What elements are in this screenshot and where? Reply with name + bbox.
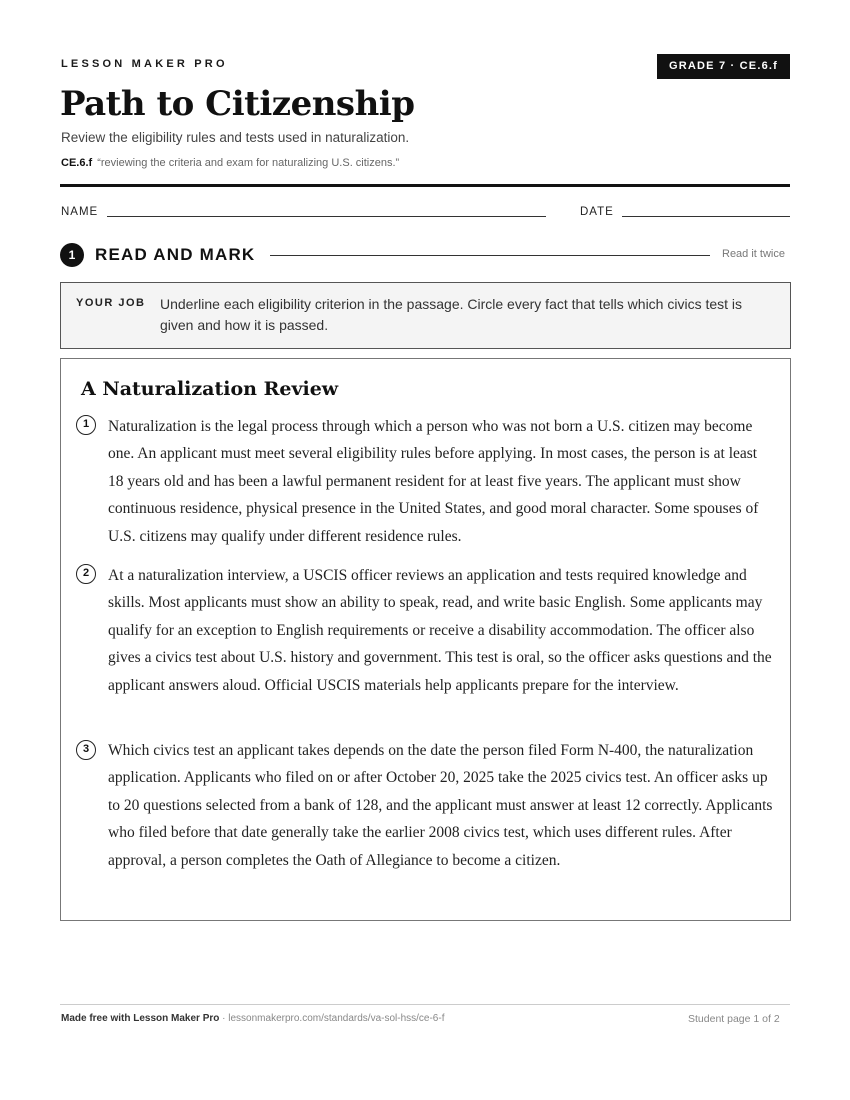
footer-page-number: Student page 1 of 2 xyxy=(688,1013,780,1025)
your-job-label: YOUR JOB xyxy=(76,297,146,309)
passage-title: A Naturalization Review xyxy=(81,378,339,400)
passage-paragraph: At a naturalization interview, a USCIS officer reviews an application and tests required knowledge and skills. Most applicants must show an ability to speak, read, and write basic English. Some applicants may qualify for an exception to English requirements or receive a disability accommodation. The officer also gives a civics test about U.S. history and government. This test is oral, so the officer asks questions and the applicant answers aloud. Official USCIS materials help applicants prepare for the interview. xyxy=(108,567,772,694)
footer-credit xyxy=(61,1013,444,1024)
passage-paragraph: Naturalization is the legal process through which a person who was not born a U.S. citizen may become one. An applicant must meet several eligibility rules before applying. In most cases, the person is at least 18 years old and has been a lawful permanent resident for at least five years. The applicant must show continuous residence, physical presence in the United States, and good moral character. Some spouses of U.S. citizens may qualify under different residence rules. xyxy=(108,418,759,545)
name-field[interactable] xyxy=(107,216,546,217)
page-title: Path to Citizenship xyxy=(60,84,415,124)
section-number-badge: 1 xyxy=(60,243,84,267)
paragraph-number-badge: 1 xyxy=(76,415,96,435)
your-job-text: Underline each eligibility criterion in the passage. Circle every fact that tells which civics test is given and how it is passed. xyxy=(160,296,743,333)
grade-badge: GRADE 7 · CE.6.f xyxy=(657,54,790,79)
footer-divider xyxy=(60,1004,790,1005)
page-subtitle: Review the eligibility rules and tests used in naturalization. xyxy=(61,130,410,145)
footer-url[interactable]: · lessonmakerpro.com/standards/va-sol-hss/ce-6-f xyxy=(219,1013,445,1024)
standard-text: “reviewing the criteria and exam for naturalizing U.S. citizens.” xyxy=(97,157,400,169)
paragraph-number-badge: 3 xyxy=(76,740,96,760)
section-divider xyxy=(270,255,710,256)
standard-line xyxy=(61,157,399,169)
name-label: NAME xyxy=(61,206,99,218)
brand-name: LESSON MAKER PRO xyxy=(61,58,228,70)
passage-box xyxy=(60,358,791,921)
paragraph-number-badge: 2 xyxy=(76,564,96,584)
section-title: READ AND MARK xyxy=(95,245,256,264)
section-note: Read it twice xyxy=(722,248,785,260)
date-label: DATE xyxy=(580,206,614,218)
date-field[interactable] xyxy=(622,216,790,217)
header-divider xyxy=(60,184,790,187)
standard-code: CE.6.f xyxy=(61,157,93,169)
passage-paragraph: Which civics test an applicant takes depends on the date the person filed Form N-400, the naturalization application. Applicants who filed on or after October 20, 2025 take the 2025 civics test. An officer asks up to 20 questions selected from a bank of 128, and the applicant must answer at least 12 correctly. Applicants who filed before that date generally take the earlier 2008 civics test, which uses different rules. After approval, a person completes the Oath of Allegiance to become a citizen. xyxy=(108,742,773,869)
your-job-box xyxy=(60,282,791,349)
footer-made-with: Made free with Lesson Maker Pro xyxy=(61,1013,220,1024)
